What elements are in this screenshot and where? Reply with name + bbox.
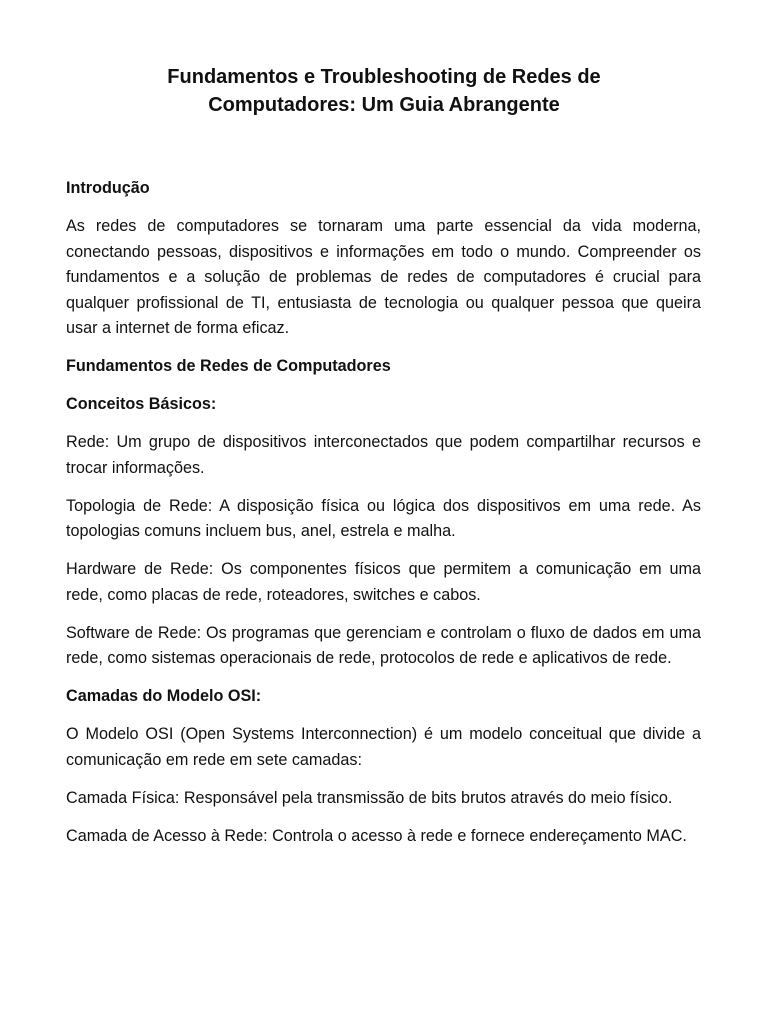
title-line-1: Fundamentos e Troubleshooting de Redes de bbox=[167, 66, 601, 88]
heading-introducao: Introdução bbox=[66, 179, 150, 197]
paragraph-topologia: Topologia de Rede: A disposição física ou lógica dos dispositivos em uma rede. As topologias comuns incluem bus, anel, estrela e malha. bbox=[66, 496, 701, 540]
title-line-2: Computadores: Um Guia Abrangente bbox=[208, 94, 560, 116]
paragraph-rede: Rede: Um grupo de dispositivos interconectados que podem compartilhar recursos e trocar informações. bbox=[66, 433, 701, 477]
paragraph-modelo-osi: O Modelo OSI (Open Systems Interconnection) é um modelo conceitual que divide a comunicação em rede em sete camadas: bbox=[66, 725, 701, 769]
paragraph-introducao: As redes de computadores se tornaram uma parte essencial da vida moderna, conectando pessoas, dispositivos e informações em todo o mundo. Compreender os fundamentos e a solução de problemas de redes de computadores é crucial para qualquer profissional de TI, entusiasta de tecnologia ou qualquer pessoa que queira usar a internet de forma eficaz. bbox=[66, 217, 701, 337]
paragraph-software: Software de Rede: Os programas que gerenciam e controlam o fluxo de dados em uma rede, como sistemas operacionais de rede, protocolos de rede e aplicativos de rede. bbox=[66, 623, 701, 667]
paragraph-camada-acesso: Camada de Acesso à Rede: Controla o acesso à rede e fornece endereçamento MAC. bbox=[66, 826, 687, 845]
heading-conceitos-basicos: Conceitos Básicos: bbox=[66, 395, 217, 413]
paragraph-hardware: Hardware de Rede: Os componentes físicos que permitem a comunicação em uma rede, como placas de rede, roteadores, switches e cabos. bbox=[66, 560, 701, 604]
heading-camadas-osi: Camadas do Modelo OSI: bbox=[66, 687, 262, 705]
paragraph-camada-fisica: Camada Física: Responsável pela transmissão de bits brutos através do meio físico. bbox=[66, 788, 673, 807]
heading-fundamentos: Fundamentos de Redes de Computadores bbox=[66, 357, 391, 375]
document-body bbox=[66, 176, 701, 862]
document-title bbox=[100, 63, 668, 119]
